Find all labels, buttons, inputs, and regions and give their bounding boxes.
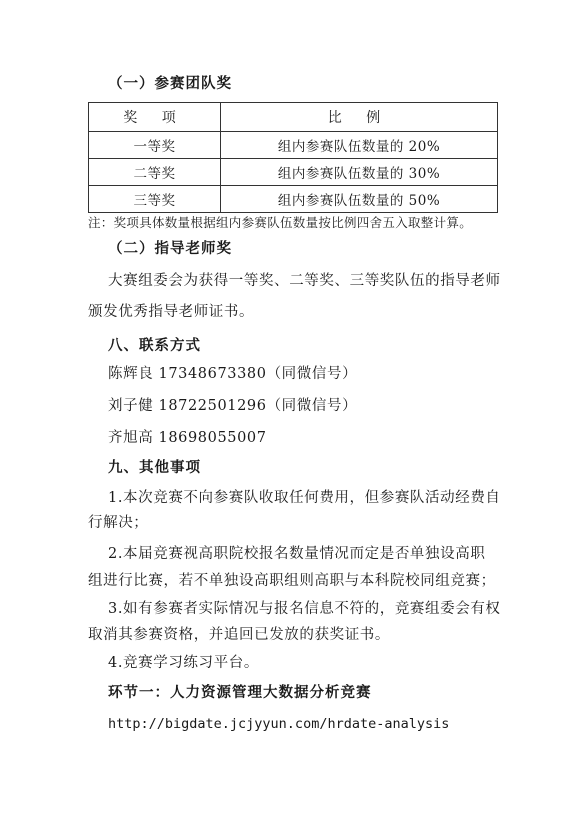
other-matters-line: 3.如有参赛者实际情况与报名信息不符的，竞赛组委会有权 (108, 601, 501, 617)
column-header-award: 奖 项 (89, 103, 221, 132)
table-row (89, 186, 498, 213)
teacher-award-heading: （二）指导老师奖 (108, 241, 232, 257)
table-cell-ratio: 组内参赛队伍数量的 20% (221, 132, 498, 159)
contact-entry: 刘子健 18722501296（同微信号） (108, 398, 358, 414)
teacher-award-text-line: 颁发优秀指导老师证书。 (88, 304, 255, 320)
other-matters-line: 1.本次竞赛不向参赛队收取任何费用，但参赛队活动经费自 (108, 490, 501, 506)
contact-entry: 齐旭高 18698055007 (108, 430, 267, 446)
other-matters-heading: 九、其他事项 (108, 460, 201, 476)
other-matters-line: 行解决； (88, 515, 149, 531)
table-row (89, 132, 498, 159)
other-matters-line: 取消其参赛资格，并追回已发放的获奖证书。 (88, 627, 390, 643)
other-matters-line: 组进行比赛，若不单独设高职组则高职与本科院校同组竞赛； (88, 573, 496, 589)
team-award-heading: （一）参赛团队奖 (108, 76, 232, 92)
other-matters-line: 4.竞赛学习练习平台。 (108, 655, 259, 671)
table-row (89, 159, 498, 186)
contact-heading: 八、联系方式 (108, 338, 201, 354)
table-cell-ratio: 组内参赛队伍数量的 30% (221, 159, 498, 186)
contact-entry: 陈辉良 17348673380（同微信号） (108, 366, 358, 382)
table-header-row (89, 103, 498, 132)
award-ratio-table (88, 102, 498, 213)
other-matters-line: 2.本届竞赛视高职院校报名数量情况而定是否单独设高职 (108, 546, 486, 562)
table-cell-award: 二等奖 (89, 159, 221, 186)
table-cell-award: 三等奖 (89, 186, 221, 213)
platform-heading: 环节一：人力资源管理大数据分析竞赛 (108, 685, 372, 701)
table-cell-award: 一等奖 (89, 132, 221, 159)
platform-url: http://bigdate.jcjyyun.com/hrdate-analysis (108, 716, 450, 732)
table-cell-ratio: 组内参赛队伍数量的 50% (221, 186, 498, 213)
column-header-ratio: 比 例 (221, 103, 498, 132)
table-footnote: 注：奖项具体数量根据组内参赛队伍数量按比例四舍五入取整计算。 (88, 215, 473, 230)
teacher-award-text-line: 大赛组委会为获得一等奖、二等奖、三等奖队伍的指导老师 (108, 273, 501, 289)
